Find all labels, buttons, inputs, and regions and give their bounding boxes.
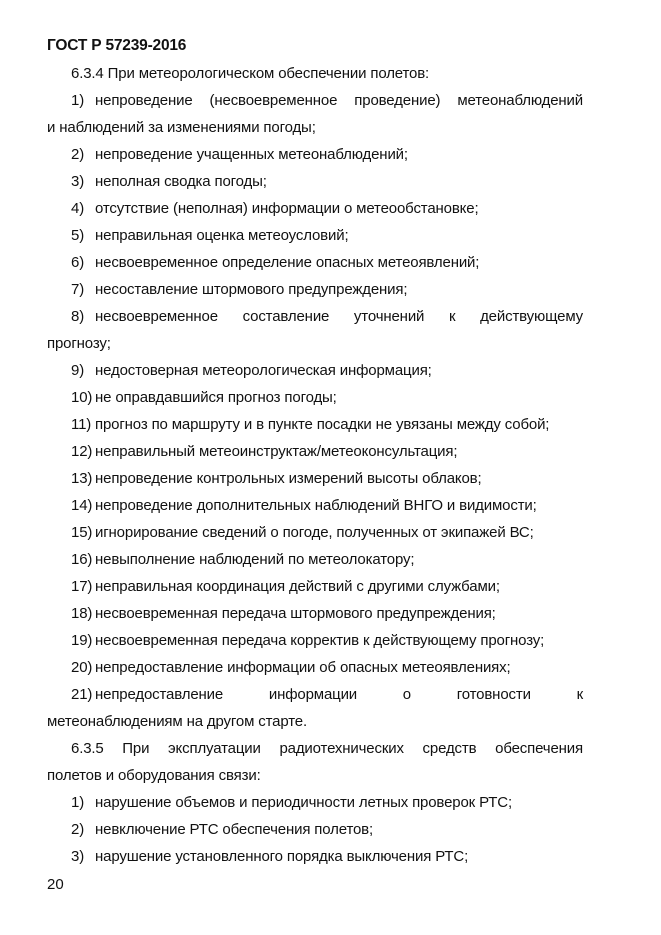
list-item-text: непредоставление информации о готовности к bbox=[95, 686, 583, 703]
list-item-number: 6) bbox=[71, 254, 85, 271]
list-item bbox=[47, 411, 583, 438]
list-item bbox=[47, 573, 583, 600]
list-item-continuation: метеонаблюдениям на другом старте. bbox=[47, 713, 307, 730]
page-number: 20 bbox=[47, 876, 64, 893]
list-item bbox=[47, 222, 583, 249]
list-item-text: непредоставление информации об опасных метеоявлениях; bbox=[95, 659, 511, 676]
list-item bbox=[47, 438, 583, 465]
list-item bbox=[47, 303, 583, 330]
list-item bbox=[47, 492, 583, 519]
section-6-3-5-intro-continuation: полетов и оборудования связи: bbox=[47, 767, 261, 784]
list-item-text: неправильная координация действий с другими службами; bbox=[95, 578, 500, 595]
section-6-3-4-list bbox=[47, 87, 583, 735]
list-item bbox=[47, 843, 583, 870]
list-item bbox=[47, 600, 583, 627]
list-item-text: непроведение контрольных измерений высоты облаков; bbox=[95, 470, 482, 487]
list-item-text: недостоверная метеорологическая информация; bbox=[95, 362, 432, 379]
list-item-text: непроведение (несвоевременное проведение) метеонаблюдений bbox=[95, 92, 583, 109]
list-item-continuation: прогнозу; bbox=[47, 335, 111, 352]
list-item-number: 5) bbox=[71, 227, 85, 244]
list-item bbox=[47, 141, 583, 168]
list-item bbox=[47, 276, 583, 303]
list-item-number: 9) bbox=[71, 362, 85, 379]
list-item-text: отсутствие (неполная) информации о метеообстановке; bbox=[95, 200, 479, 217]
list-item-text: непроведение учащенных метеонаблюдений; bbox=[95, 146, 408, 163]
list-item-number: 16) bbox=[71, 551, 93, 568]
list-item-text: не оправдавшийся прогноз погоды; bbox=[95, 389, 337, 406]
list-item-text: несвоевременное составление уточнений к действующему bbox=[95, 308, 583, 325]
list-item bbox=[47, 681, 583, 708]
list-item-number: 14) bbox=[71, 497, 93, 514]
list-item-number: 7) bbox=[71, 281, 85, 298]
list-item bbox=[47, 357, 583, 384]
list-item-text: невыполнение наблюдений по метеолокатору; bbox=[95, 551, 415, 568]
list-item bbox=[47, 627, 583, 654]
list-item-number: 2) bbox=[71, 146, 85, 163]
list-item-text: неправильная оценка метеоусловий; bbox=[95, 227, 349, 244]
list-item-text: игнорирование сведений о погоде, полученных от экипажей ВС; bbox=[95, 524, 534, 541]
list-item bbox=[47, 465, 583, 492]
list-item-text: прогноз по маршруту и в пункте посадки не увязаны между собой; bbox=[95, 416, 550, 433]
list-item-number: 18) bbox=[71, 605, 93, 622]
section-6-3-5-list bbox=[47, 789, 583, 870]
list-item-number: 20) bbox=[71, 659, 93, 676]
list-item-text: неполная сводка погоды; bbox=[95, 173, 267, 190]
list-item bbox=[47, 519, 583, 546]
list-item bbox=[47, 654, 583, 681]
list-item bbox=[47, 816, 583, 843]
list-item-continuation: и наблюдений за изменениями погоды; bbox=[47, 119, 316, 136]
list-item-text: несоставление штормового предупреждения; bbox=[95, 281, 408, 298]
list-item-text: неправильный метеоинструктаж/метеоконсультация; bbox=[95, 443, 458, 460]
list-item bbox=[47, 195, 583, 222]
section-6-3-4-intro: 6.3.4 При метеорологическом обеспечении полетов: bbox=[71, 65, 430, 82]
list-item-number: 3) bbox=[71, 173, 85, 190]
list-item-number: 12) bbox=[71, 443, 93, 460]
section-6-3-5-intro: 6.3.5 При эксплуатации радиотехнических средств обеспечения bbox=[71, 740, 583, 757]
list-item-number: 19) bbox=[71, 632, 93, 649]
list-item-text: нарушение установленного порядка выключения РТС; bbox=[95, 848, 469, 865]
list-item-number: 17) bbox=[71, 578, 93, 595]
list-item-number: 2) bbox=[71, 821, 85, 838]
list-item bbox=[47, 249, 583, 276]
list-item-text: несвоевременная передача штормового предупреждения; bbox=[95, 605, 496, 622]
list-item-number: 10) bbox=[71, 389, 93, 406]
list-item-number: 3) bbox=[71, 848, 85, 865]
list-item-number: 1) bbox=[71, 92, 85, 109]
list-item-text: непроведение дополнительных наблюдений ВНГО и видимости; bbox=[95, 497, 537, 514]
list-item-number: 1) bbox=[71, 794, 85, 811]
list-item bbox=[47, 168, 583, 195]
list-item-number: 13) bbox=[71, 470, 93, 487]
document-header: ГОСТ Р 57239-2016 bbox=[47, 37, 187, 54]
list-item-number: 15) bbox=[71, 524, 93, 541]
list-item-text: нарушение объемов и периодичности летных проверок РТС; bbox=[95, 794, 512, 811]
list-item-number: 8) bbox=[71, 308, 85, 325]
list-item bbox=[47, 87, 583, 114]
list-item-text: несвоевременное определение опасных метеоявлений; bbox=[95, 254, 480, 271]
list-item bbox=[47, 384, 583, 411]
list-item-number: 4) bbox=[71, 200, 85, 217]
list-item bbox=[47, 789, 583, 816]
list-item-text: невключение РТС обеспечения полетов; bbox=[95, 821, 374, 838]
list-item-number: 21) bbox=[71, 686, 93, 703]
list-item-number: 11) bbox=[71, 416, 92, 433]
list-item bbox=[47, 546, 583, 573]
document-body bbox=[47, 60, 583, 870]
list-item-text: несвоевременная передача корректив к действующему прогнозу; bbox=[95, 632, 545, 649]
